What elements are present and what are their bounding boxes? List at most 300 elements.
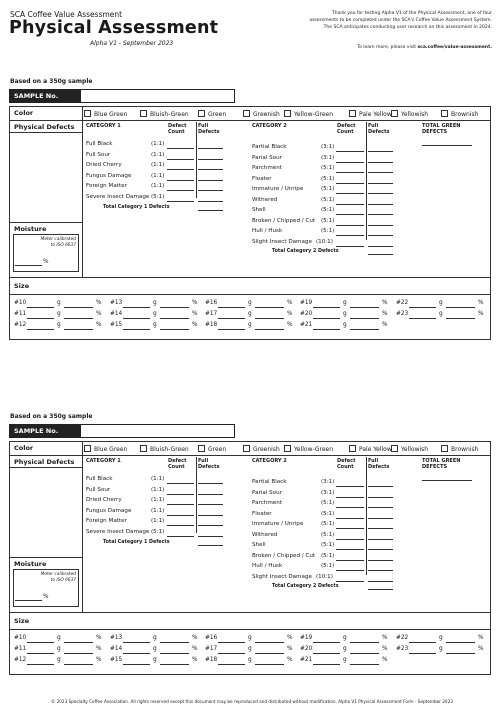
- total-green-defects-header: TOTAL GREEN DEFECTS: [422, 458, 461, 470]
- size-percent-field[interactable]: [350, 307, 379, 308]
- size-percent-field[interactable]: [446, 307, 475, 308]
- color-option[interactable]: Yellowish: [391, 110, 428, 118]
- size-gram-field[interactable]: [218, 318, 245, 319]
- defect-count-field[interactable]: [336, 570, 364, 571]
- percent-sign: %: [192, 311, 198, 317]
- defect-count-field[interactable]: [167, 169, 194, 170]
- full-defects-field[interactable]: [368, 486, 393, 487]
- sieve-size-label: #13: [110, 635, 123, 641]
- sieve-size-label: #14: [110, 311, 123, 317]
- full-defects-field[interactable]: [198, 201, 223, 202]
- defect-count-field[interactable]: [167, 536, 194, 537]
- size-gram-field[interactable]: [27, 664, 54, 665]
- full-defects-field[interactable]: [368, 246, 393, 247]
- size-gram-field[interactable]: [123, 329, 150, 330]
- learn-more-link[interactable]: sca.coffee/value-assessment.: [417, 45, 492, 50]
- total-category-2-field[interactable]: [368, 254, 393, 255]
- gram-unit: g: [153, 311, 157, 317]
- sieve-size-label: #20: [300, 646, 313, 652]
- sieve-size-label: #21: [300, 322, 313, 328]
- defect-count-field[interactable]: [336, 225, 364, 226]
- defect-ratio: (10:1): [316, 238, 333, 245]
- size-gram-field[interactable]: [27, 653, 54, 654]
- defect-row: Immature / Unripe: [252, 521, 304, 527]
- checkbox[interactable]: [441, 445, 448, 452]
- defect-row: Full Black: [86, 476, 113, 482]
- defect-count-field[interactable]: [336, 560, 364, 561]
- full-defects-field[interactable]: [198, 180, 223, 181]
- color-option[interactable]: Blue Green: [84, 445, 127, 453]
- defect-row: Floater: [252, 175, 272, 182]
- size-percent-field[interactable]: [255, 653, 284, 654]
- sieve-size-label: #21: [300, 657, 313, 663]
- percent-sign: %: [192, 657, 198, 663]
- defect-ratio: (5:1): [151, 528, 165, 535]
- defect-count-field[interactable]: [336, 581, 364, 582]
- checkbox[interactable]: [243, 110, 250, 117]
- defect-row: Fungus Damage: [86, 172, 132, 179]
- size-gram-field[interactable]: [218, 653, 245, 654]
- size-gram-field[interactable]: [313, 329, 340, 330]
- size-percent-field[interactable]: [255, 642, 284, 643]
- size-percent-field[interactable]: [255, 307, 284, 308]
- full-defects-field[interactable]: [368, 549, 393, 550]
- color-option[interactable]: Greenish: [243, 445, 280, 453]
- defect-row: Parial Sour: [252, 489, 282, 496]
- gram-unit: g: [343, 311, 347, 317]
- sieve-size-label: #16: [205, 300, 218, 306]
- total-category-2-label: Total Category 2 Defects: [272, 249, 339, 254]
- size-gram-field[interactable]: [409, 642, 436, 643]
- defect-row: Parial Sour: [252, 154, 282, 161]
- full-defects-field[interactable]: [368, 235, 393, 236]
- full-defects-field[interactable]: [198, 169, 223, 170]
- full-defects-field[interactable]: [198, 536, 223, 537]
- gram-unit: g: [248, 322, 252, 328]
- color-row: [10, 442, 490, 456]
- color-option[interactable]: Yellow-Green: [284, 445, 333, 453]
- color-option[interactable]: Yellow-Green: [284, 110, 333, 118]
- defect-row: Floater: [252, 510, 272, 517]
- checkbox[interactable]: [198, 110, 205, 117]
- defect-ratio: (5:1): [321, 207, 335, 213]
- gram-unit: g: [57, 646, 61, 652]
- defect-row: Full Black: [86, 141, 113, 147]
- gram-unit: g: [57, 635, 61, 641]
- full-defects-field[interactable]: [368, 581, 393, 582]
- defect-count-field[interactable]: [167, 515, 194, 516]
- full-defects-field[interactable]: [368, 214, 393, 215]
- sieve-size-label: #23: [396, 311, 409, 317]
- size-percent-field[interactable]: [255, 664, 284, 665]
- full-defects-field[interactable]: [368, 507, 393, 508]
- moisture-field[interactable]: [15, 600, 42, 601]
- defect-row: Withered: [252, 531, 278, 538]
- full-defects-field[interactable]: [368, 204, 393, 205]
- defect-count-field[interactable]: [167, 494, 194, 495]
- full-defects-field[interactable]: [198, 494, 223, 495]
- sample-number-field[interactable]: [9, 89, 235, 103]
- percent-sign: %: [287, 635, 293, 641]
- sieve-size-label: #22: [396, 300, 409, 306]
- full-defects-header: Full Defects: [198, 458, 220, 470]
- full-defects-field[interactable]: [368, 497, 393, 498]
- defect-ratio: (1:1): [151, 486, 165, 493]
- sieve-size-label: #15: [110, 322, 123, 328]
- defect-count-field[interactable]: [167, 483, 194, 484]
- learn-more: To learn more, please visit sca.coffee/value-assessment.: [357, 45, 492, 50]
- defect-count-field[interactable]: [336, 204, 364, 205]
- size-percent-field[interactable]: [64, 664, 93, 665]
- sieve-size-label: #13: [110, 300, 123, 306]
- defect-count-header: Defect Count: [168, 123, 187, 135]
- size-gram-field[interactable]: [313, 664, 340, 665]
- sample-label: SAMPLE No.: [10, 425, 81, 437]
- defect-row: Shell: [252, 207, 266, 213]
- full-defects-header: Full Defects: [198, 123, 220, 135]
- defect-ratio: (3:1): [321, 154, 335, 161]
- checkbox[interactable]: [441, 110, 448, 117]
- size-percent-field[interactable]: [64, 307, 93, 308]
- defect-count-field[interactable]: [167, 525, 194, 526]
- full-defects-field[interactable]: [198, 148, 223, 149]
- percent-sign: %: [478, 635, 484, 641]
- percent-sign: %: [382, 322, 388, 328]
- size-percent-field[interactable]: [350, 329, 379, 330]
- defect-count-field[interactable]: [336, 549, 364, 550]
- size-gram-field[interactable]: [313, 653, 340, 654]
- percent-sign: %: [96, 311, 102, 317]
- size-percent-field[interactable]: [160, 318, 189, 319]
- defect-ratio: (5:1): [321, 510, 335, 517]
- full-defects-field[interactable]: [198, 515, 223, 516]
- percent-sign: %: [96, 300, 102, 306]
- percent-sign: %: [287, 311, 293, 317]
- color-option[interactable]: Green: [198, 110, 226, 118]
- checkbox[interactable]: [284, 110, 291, 117]
- assessment-grid: [9, 441, 491, 675]
- size-percent-field[interactable]: [160, 642, 189, 643]
- size-gram-field[interactable]: [313, 642, 340, 643]
- percent-sign: %: [192, 322, 198, 328]
- checkbox[interactable]: [284, 445, 291, 452]
- defect-count-field[interactable]: [336, 151, 364, 152]
- total-category-1-label: Total Category 1 Defects: [103, 540, 170, 545]
- moisture-label: Moisture: [14, 225, 47, 233]
- color-label: Color: [14, 444, 34, 452]
- full-defects-field[interactable]: [368, 528, 393, 529]
- color-option[interactable]: Blue Green: [84, 110, 127, 118]
- sieve-size-label: #11: [14, 311, 27, 317]
- color-option[interactable]: Bluish-Green: [140, 445, 189, 453]
- size-gram-field[interactable]: [218, 307, 245, 308]
- full-defects-field[interactable]: [368, 172, 393, 173]
- defect-count-field[interactable]: [336, 486, 364, 487]
- color-option[interactable]: Pale Yellow: [349, 110, 392, 118]
- size-percent-field[interactable]: [160, 329, 189, 330]
- defect-row: Dried Cherry: [86, 162, 122, 168]
- full-defects-field[interactable]: [198, 483, 223, 484]
- total-category-1-field[interactable]: [198, 210, 223, 211]
- color-option[interactable]: Greenish: [243, 110, 280, 118]
- assessment-grid: [9, 106, 491, 340]
- defect-row: Parchment: [252, 500, 282, 506]
- full-defects-field[interactable]: [368, 193, 393, 194]
- size-gram-field[interactable]: [27, 329, 54, 330]
- checkbox[interactable]: [391, 110, 398, 117]
- sieve-size-label: #23: [396, 646, 409, 652]
- full-defects-field[interactable]: [368, 570, 393, 571]
- sample-note: Based on a 350g sample: [10, 413, 93, 420]
- full-defects-field[interactable]: [368, 518, 393, 519]
- full-defects-field[interactable]: [368, 162, 393, 163]
- defect-row: Fungus Damage: [86, 507, 132, 514]
- size-gram-field[interactable]: [123, 642, 150, 643]
- size-percent-field[interactable]: [350, 318, 379, 319]
- percent-sign: %: [192, 300, 198, 306]
- defect-count-field[interactable]: [336, 183, 364, 184]
- checkbox[interactable]: [391, 445, 398, 452]
- defect-ratio: (1:1): [151, 507, 165, 514]
- defect-ratio: (1:1): [151, 497, 165, 503]
- size-gram-field[interactable]: [409, 318, 436, 319]
- size-percent-field[interactable]: [350, 642, 379, 643]
- defect-ratio: (5:1): [321, 186, 335, 192]
- defect-ratio: (5:1): [321, 196, 335, 203]
- full-defects-field[interactable]: [198, 190, 223, 191]
- size-gram-field[interactable]: [27, 318, 54, 319]
- org-name: SCA Coffee Value Assessment: [10, 10, 123, 19]
- defect-count-field[interactable]: [336, 539, 364, 540]
- full-defects-field[interactable]: [368, 183, 393, 184]
- color-option[interactable]: Yellowish: [391, 445, 428, 453]
- defect-ratio: (3:1): [321, 144, 335, 150]
- defect-count-field[interactable]: [167, 180, 194, 181]
- defect-ratio: (5:1): [321, 521, 335, 527]
- defect-ratio: (5:1): [321, 217, 335, 224]
- gram-unit: g: [57, 322, 61, 328]
- percent-sign: %: [287, 646, 293, 652]
- defect-row: Broken / Chipped / Cut: [252, 552, 316, 559]
- defect-row: Full Sour: [86, 486, 111, 493]
- gram-unit: g: [343, 322, 347, 328]
- size-percent-field[interactable]: [446, 642, 475, 643]
- defect-row: Withered: [252, 196, 278, 203]
- gram-unit: g: [153, 635, 157, 641]
- full-defects-field[interactable]: [368, 539, 393, 540]
- defect-count-field[interactable]: [336, 518, 364, 519]
- defect-count-field[interactable]: [336, 507, 364, 508]
- size-percent-field[interactable]: [350, 664, 379, 665]
- gram-unit: g: [57, 300, 61, 306]
- physical-defects-label: Physical Defects: [14, 123, 75, 131]
- gram-unit: g: [343, 646, 347, 652]
- defect-row: Severe Insect Damage: [86, 193, 150, 200]
- full-defects-field[interactable]: [198, 159, 223, 160]
- percent-sign: %: [96, 635, 102, 641]
- defect-count-field[interactable]: [336, 172, 364, 173]
- size-gram-field[interactable]: [27, 642, 54, 643]
- checkbox[interactable]: [198, 445, 205, 452]
- defect-ratio: (5:1): [321, 552, 335, 559]
- gram-unit: g: [439, 635, 443, 641]
- color-option[interactable]: Brownish: [441, 445, 478, 453]
- size-gram-field[interactable]: [218, 642, 245, 643]
- percent-sign: %: [382, 300, 388, 306]
- size-gram-field[interactable]: [218, 664, 245, 665]
- defect-ratio: (5:1): [321, 542, 335, 548]
- total-category-2-label: Total Category 2 Defects: [272, 584, 339, 589]
- defect-row: Immature / Unripe: [252, 186, 304, 192]
- moisture-field[interactable]: [15, 265, 42, 266]
- full-defects-field[interactable]: [368, 560, 393, 561]
- defect-ratio: (1:1): [151, 162, 165, 168]
- sieve-size-label: #10: [14, 300, 27, 306]
- percent-sign: %: [96, 657, 102, 663]
- percent-sign: %: [287, 300, 293, 306]
- gram-unit: g: [248, 657, 252, 663]
- defect-count-field[interactable]: [167, 148, 194, 149]
- color-option[interactable]: Bluish-Green: [140, 110, 189, 118]
- defect-ratio: (3:1): [321, 479, 335, 485]
- checkbox[interactable]: [349, 110, 356, 117]
- size-percent-field[interactable]: [255, 329, 284, 330]
- size-percent-field[interactable]: [64, 329, 93, 330]
- size-label: Size: [14, 282, 30, 290]
- percent-sign: %: [478, 311, 484, 317]
- gram-unit: g: [153, 646, 157, 652]
- percent-sign: %: [382, 646, 388, 652]
- size-percent-field[interactable]: [64, 642, 93, 643]
- category-2-title: CATEGORY 2: [252, 458, 287, 464]
- defect-count-field[interactable]: [336, 162, 364, 163]
- percent-sign: %: [43, 594, 49, 600]
- full-defects-field[interactable]: [368, 151, 393, 152]
- defect-count-field[interactable]: [167, 504, 194, 505]
- percent-sign: %: [478, 646, 484, 652]
- gram-unit: g: [439, 300, 443, 306]
- defect-count-field[interactable]: [167, 190, 194, 191]
- checkbox[interactable]: [243, 445, 250, 452]
- percent-sign: %: [43, 259, 49, 265]
- page-title: Physical Assessment: [9, 18, 219, 38]
- defect-ratio: (1:1): [151, 518, 165, 524]
- size-gram-field[interactable]: [313, 307, 340, 308]
- defect-ratio: (1:1): [151, 476, 165, 482]
- defect-row: Dried Cherry: [86, 497, 122, 503]
- color-option[interactable]: Brownish: [441, 110, 478, 118]
- gram-unit: g: [153, 322, 157, 328]
- size-percent-field[interactable]: [160, 653, 189, 654]
- defect-count-header: Defect Count: [337, 123, 356, 135]
- gram-unit: g: [248, 646, 252, 652]
- gram-unit: g: [57, 311, 61, 317]
- defect-count-field[interactable]: [336, 193, 364, 194]
- full-defects-header: Full Defects: [368, 123, 390, 135]
- size-percent-field[interactable]: [446, 318, 475, 319]
- full-defects-field[interactable]: [368, 225, 393, 226]
- size-gram-field[interactable]: [123, 653, 150, 654]
- defect-row: Severe Insect Damage: [86, 528, 150, 535]
- size-percent-field[interactable]: [255, 318, 284, 319]
- full-defects-header: Full Defects: [368, 458, 390, 470]
- size-gram-field[interactable]: [123, 664, 150, 665]
- defect-count-field[interactable]: [336, 528, 364, 529]
- defect-count-field[interactable]: [336, 235, 364, 236]
- checkbox[interactable]: [140, 110, 147, 117]
- gram-unit: g: [439, 311, 443, 317]
- size-label: Size: [14, 617, 30, 625]
- defect-count-field[interactable]: [167, 201, 194, 202]
- sieve-size-label: #20: [300, 311, 313, 317]
- checkbox[interactable]: [140, 445, 147, 452]
- size-gram-field[interactable]: [27, 307, 54, 308]
- size-percent-field[interactable]: [160, 664, 189, 665]
- defect-row: Parchment: [252, 165, 282, 171]
- percent-sign: %: [382, 635, 388, 641]
- defect-ratio: (1:1): [151, 183, 165, 189]
- defect-row: Full Sour: [86, 151, 111, 158]
- defect-ratio: (5:1): [321, 500, 335, 506]
- defect-row: Partial Black: [252, 144, 287, 150]
- page-subtitle: Alpha V1 - September 2023: [90, 40, 174, 47]
- sieve-size-label: #12: [14, 657, 27, 663]
- full-defects-field[interactable]: [198, 504, 223, 505]
- color-option[interactable]: Pale Yellow: [349, 445, 392, 453]
- full-defects-field[interactable]: [198, 525, 223, 526]
- total-category-2-field[interactable]: [368, 589, 393, 590]
- sieve-size-label: #18: [205, 657, 218, 663]
- percent-sign: %: [192, 646, 198, 652]
- defect-row: Slight Insect Damage: [252, 238, 312, 245]
- sieve-size-label: #18: [205, 322, 218, 328]
- size-gram-field[interactable]: [409, 653, 436, 654]
- defect-count-field[interactable]: [336, 214, 364, 215]
- sieve-size-label: #16: [205, 635, 218, 641]
- color-option[interactable]: Green: [198, 445, 226, 453]
- size-gram-field[interactable]: [409, 307, 436, 308]
- checkbox[interactable]: [84, 110, 91, 117]
- defect-count-field[interactable]: [336, 246, 364, 247]
- size-gram-field[interactable]: [313, 318, 340, 319]
- total-green-defects-field[interactable]: [422, 145, 472, 146]
- size-percent-field[interactable]: [446, 653, 475, 654]
- defect-row: Foreign Matter: [86, 183, 127, 189]
- sample-note: Based on a 350g sample: [10, 78, 93, 85]
- total-category-1-field[interactable]: [198, 545, 223, 546]
- checkbox[interactable]: [349, 445, 356, 452]
- size-gram-field[interactable]: [123, 307, 150, 308]
- size-gram-field[interactable]: [123, 318, 150, 319]
- size-percent-field[interactable]: [160, 307, 189, 308]
- sieve-size-label: #19: [300, 635, 313, 641]
- defect-row: Partial Black: [252, 479, 287, 485]
- defect-row: Foreign Matter: [86, 518, 127, 524]
- sieve-size-label: #17: [205, 311, 218, 317]
- defect-count-field[interactable]: [167, 159, 194, 160]
- checkbox[interactable]: [84, 445, 91, 452]
- sample-label: SAMPLE No.: [10, 90, 81, 102]
- size-gram-field[interactable]: [218, 329, 245, 330]
- size-percent-field[interactable]: [64, 653, 93, 654]
- sample-number-field[interactable]: [9, 424, 235, 438]
- size-percent-field[interactable]: [350, 653, 379, 654]
- size-percent-field[interactable]: [64, 318, 93, 319]
- defect-count-header: Defect Count: [337, 458, 356, 470]
- total-green-defects-field[interactable]: [422, 480, 472, 481]
- copyright-footer: © 2023 Specialty Coffee Association. All rights reserved except this document may be reproduced and distributed without modification. Alpha V1 Physical Assessment Form - September 2023: [51, 699, 453, 704]
- defect-count-field[interactable]: [336, 497, 364, 498]
